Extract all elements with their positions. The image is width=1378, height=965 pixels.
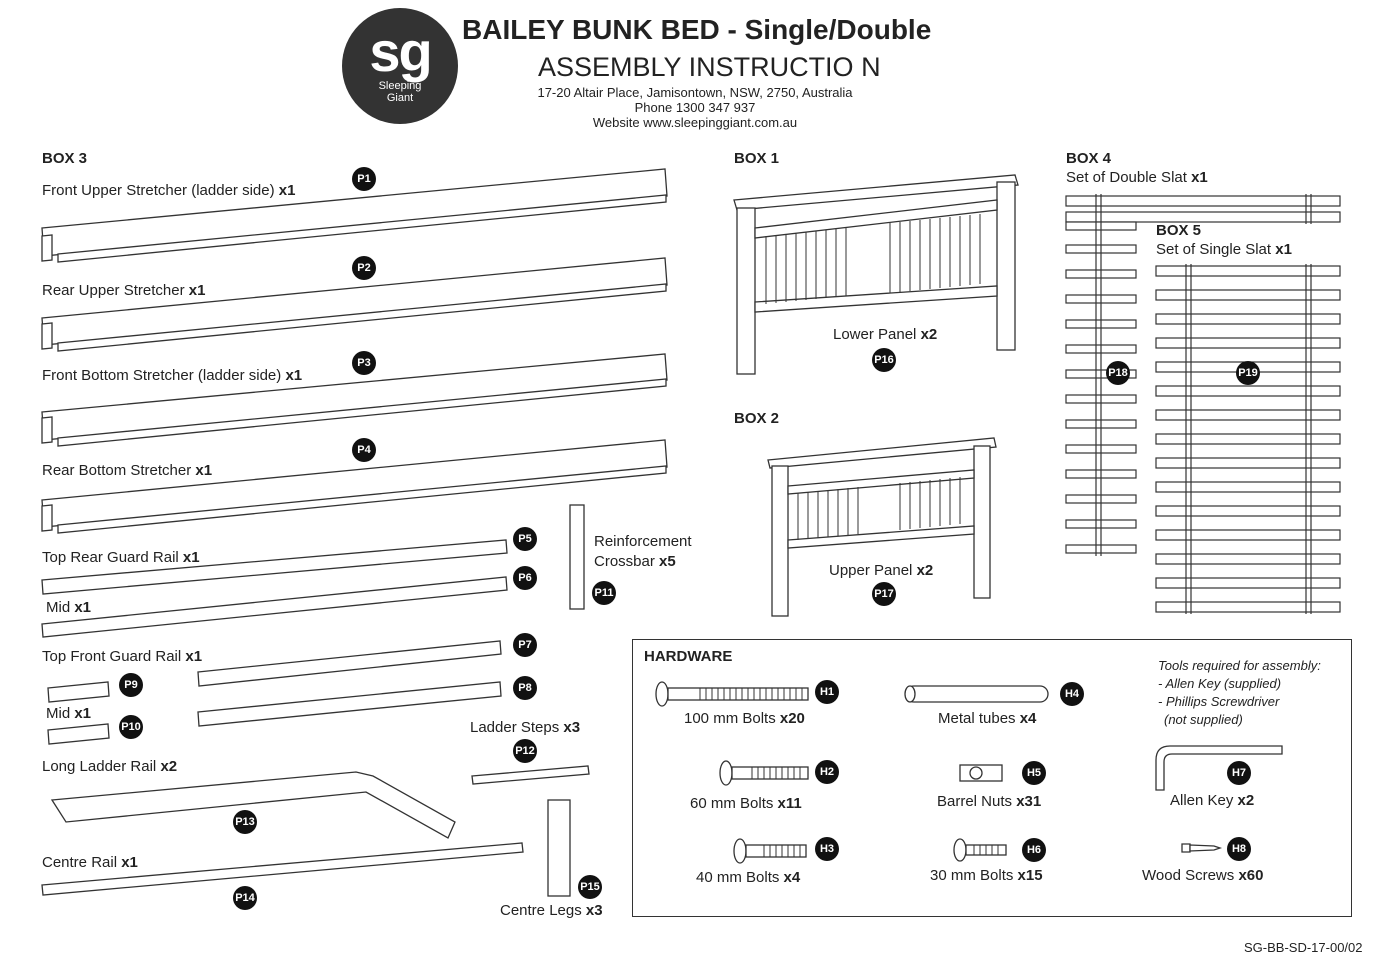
p9-badge: P9 — [119, 673, 143, 697]
h1-label: 100 mm Bolts x20 — [684, 710, 805, 727]
p11-label-line2: Crossbar x5 — [594, 553, 676, 570]
h4-badge: H4 — [1060, 682, 1084, 706]
logo-text: sg — [369, 20, 431, 83]
p17-label: Upper Panel x2 — [829, 562, 934, 579]
box5-label: BOX 5 — [1156, 222, 1202, 239]
box3-label: BOX 3 — [42, 150, 88, 167]
h7-badge: H7 — [1227, 761, 1251, 785]
h7-label: Allen Key x2 — [1170, 792, 1255, 809]
p3-label: Front Bottom Stretcher (ladder side) x1 — [42, 367, 303, 384]
p15-label: Centre Legs x3 — [500, 902, 603, 919]
slats-drawing — [1066, 196, 1340, 612]
p15-badge: P15 — [578, 875, 602, 899]
p14-label: Centre Rail x1 — [42, 854, 138, 871]
box1-label: BOX 1 — [734, 150, 780, 167]
p5-badge: P5 — [513, 527, 537, 551]
p13-label: Long Ladder Rail x2 — [42, 758, 178, 775]
h1-badge: H1 — [815, 680, 839, 704]
h3-label: 40 mm Bolts x4 — [696, 869, 801, 886]
p19-label: Set of Single Slat x1 — [1156, 241, 1292, 258]
logo-subtext: Sleeping Giant — [378, 80, 422, 104]
p11-drawing — [570, 505, 584, 609]
h2-badge: H2 — [815, 760, 839, 784]
box2-label: BOX 2 — [734, 410, 780, 427]
document-code: SG-BB-SD-17-00/02 — [1244, 940, 1363, 955]
tools-title: Tools required for assembly: — [1158, 658, 1321, 673]
tools-line1: - Allen Key (supplied) — [1158, 676, 1282, 691]
box4-label: BOX 4 — [1066, 150, 1112, 167]
h6-badge: H6 — [1022, 838, 1046, 862]
hardware-title: HARDWARE — [644, 648, 733, 665]
p7-label: Top Front Guard Rail x1 — [42, 648, 203, 665]
p6-label: Mid x1 — [46, 599, 92, 616]
p7-badge: P7 — [513, 633, 537, 657]
p14-badge: P14 — [233, 886, 257, 910]
document-title: BAILEY BUNK BED - Single/Double — [462, 14, 932, 45]
p12-badge: P12 — [513, 739, 537, 763]
p1-label: Front Upper Stretcher (ladder side) x1 — [42, 182, 296, 199]
p5-label: Top Rear Guard Rail x1 — [42, 549, 200, 566]
p11-label-line1: Reinforcement — [594, 533, 692, 550]
p18-badge: P18 — [1106, 361, 1130, 385]
p16-drawing — [734, 175, 1018, 374]
tools-required — [1158, 657, 1321, 729]
p7-drawing — [198, 641, 501, 686]
p15-drawing — [548, 800, 570, 896]
company-phone: Phone 1300 347 937 — [634, 100, 756, 115]
p16-badge: P16 — [872, 348, 896, 372]
h3-badge: H3 — [815, 837, 839, 861]
h8-label: Wood Screws x60 — [1142, 867, 1264, 884]
p4-label: Rear Bottom Stretcher x1 — [42, 462, 213, 479]
p12-drawing — [472, 766, 589, 784]
p16-label: Lower Panel x2 — [833, 326, 938, 343]
h5-label: Barrel Nuts x31 — [937, 793, 1042, 810]
p10-badge: P10 — [119, 715, 143, 739]
h6-label: 30 mm Bolts x15 — [930, 867, 1043, 884]
tools-line2: - Phillips Screwdriver — [1158, 694, 1280, 709]
p2-label: Rear Upper Stretcher x1 — [42, 282, 206, 299]
p3-badge: P3 — [352, 351, 376, 375]
p13-badge: P13 — [233, 810, 257, 834]
p19-badge: P19 — [1236, 361, 1260, 385]
h4-label: Metal tubes x4 — [938, 710, 1037, 727]
p10-label: Mid x1 — [46, 705, 92, 722]
h5-badge: H5 — [1022, 761, 1046, 785]
p11-badge: P11 — [592, 581, 616, 605]
p6-badge: P6 — [513, 566, 537, 590]
p4-badge: P4 — [352, 438, 376, 462]
p2-badge: P2 — [352, 256, 376, 280]
h8-badge: H8 — [1227, 837, 1251, 861]
p9-drawing — [48, 682, 109, 702]
p17-badge: P17 — [872, 582, 896, 606]
p18-label: Set of Double Slat x1 — [1066, 169, 1208, 186]
document-subtitle: ASSEMBLY INSTRUCTIO N — [538, 52, 881, 82]
p12-label: Ladder Steps x3 — [470, 719, 581, 736]
h2-label: 60 mm Bolts x11 — [690, 795, 802, 812]
p10-drawing — [48, 724, 109, 744]
tools-line3: (not supplied) — [1164, 712, 1243, 727]
p8-drawing — [198, 682, 501, 726]
p1-badge: P1 — [352, 167, 376, 191]
company-website: Website www.sleepinggiant.com.au — [592, 115, 798, 130]
company-address: 17-20 Altair Place, Jamisontown, NSW, 2750, Australia — [537, 85, 853, 100]
logo — [342, 20, 458, 104]
p8-badge: P8 — [513, 676, 537, 700]
